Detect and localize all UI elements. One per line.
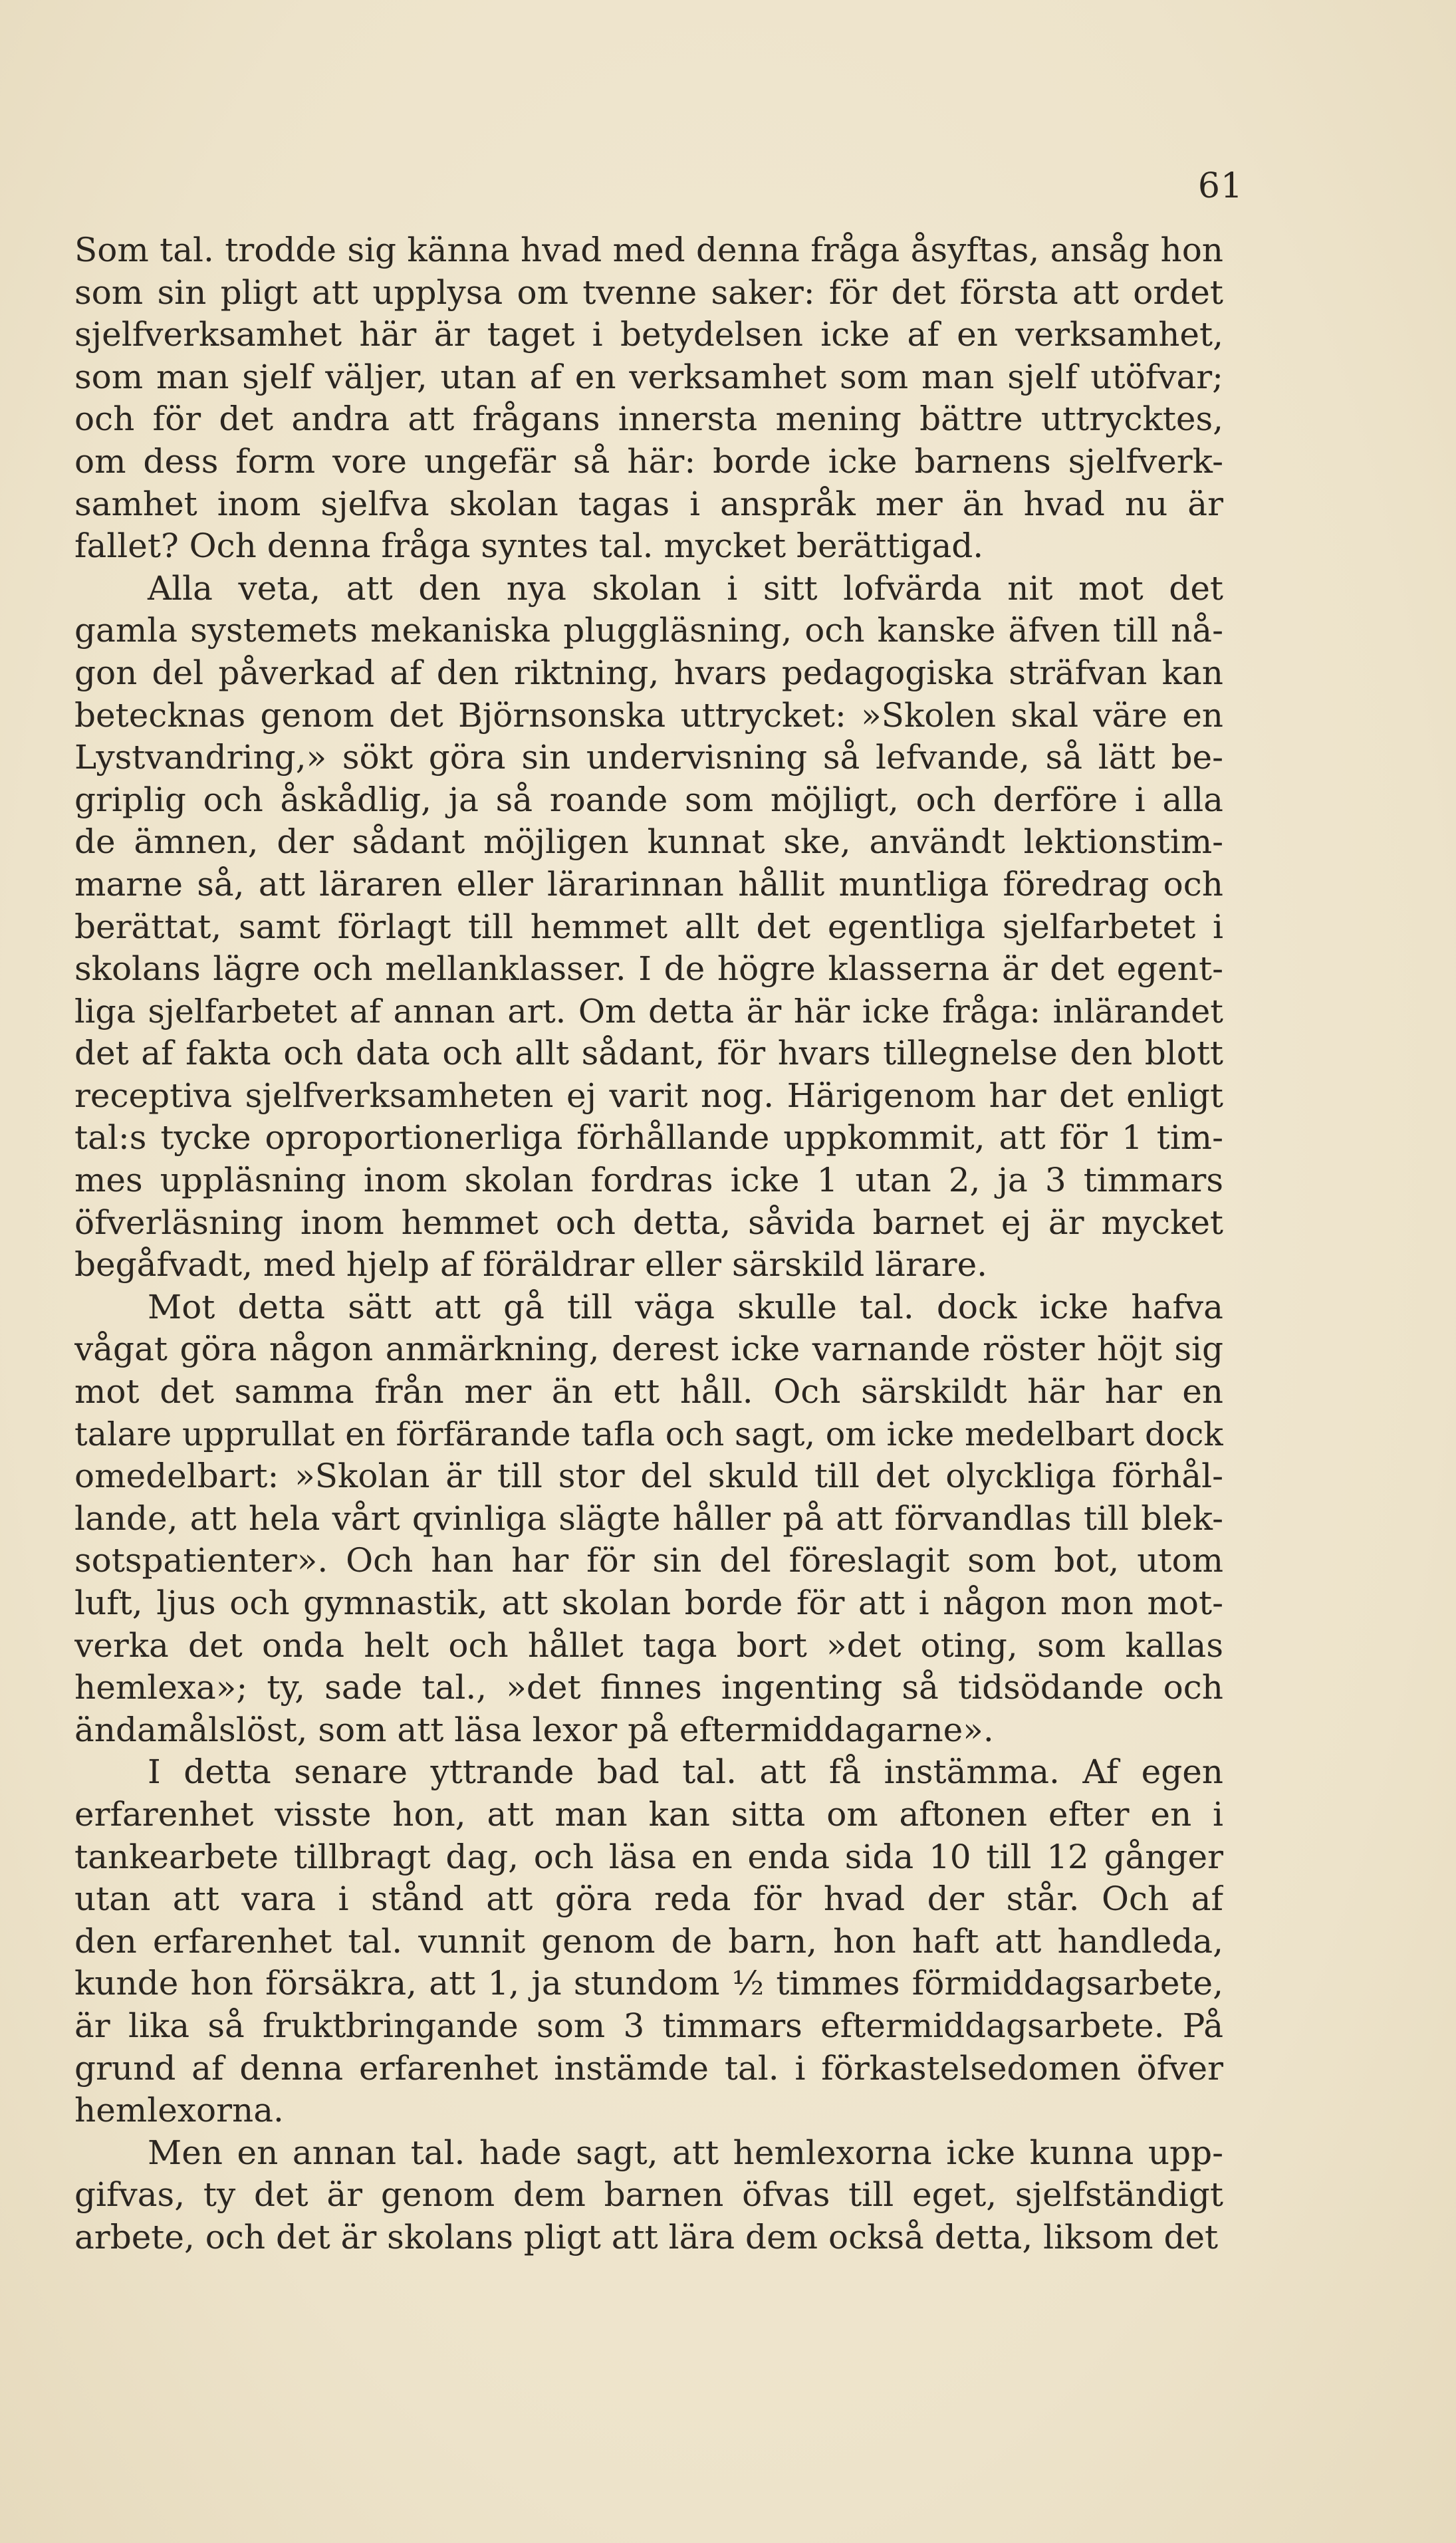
text-line: den erfarenhet tal. vunnit genom de barn, hon haft att handleda, (74, 1921, 1223, 1961)
text-line: arbete, och det är skolans pligt att lära dem också detta, liksom det (74, 2217, 1219, 2256)
text-line: sotspatienter». Och han har för sin del föreslagit som bot, utom (74, 1541, 1223, 1580)
text-line: griplig och åskådlig, ja så roande som möjligt, och derföre i alla (74, 780, 1223, 819)
text-line: mes uppläsning inom skolan fordras icke 1 utan 2, ja 3 timmars (74, 1161, 1223, 1200)
text-line: samhet inom sjelfva skolan tagas i anspråk mer än hvad nu är (74, 484, 1223, 523)
text-line: luft, ljus och gymnastik, att skolan borde för att i någon mon mot- (74, 1584, 1223, 1622)
text-line: tankearbete tillbragt dag, och läsa en enda sida 10 till 12 gånger (74, 1837, 1223, 1876)
text-line: som sin pligt att upplysa om tvenne saker: för det första att ordet (74, 273, 1223, 312)
text-line: I detta senare yttrande bad tal. att få instämma. Af egen (148, 1753, 1223, 1792)
paragraph (74, 1751, 1223, 2131)
text-line: begåfvadt, med hjelp af föräldrar eller särskild lärare. (74, 1245, 988, 1284)
text-line: skolans lägre och mellanklasser. I de högre klasserna är det egent- (74, 949, 1223, 989)
text-line: omedelbart: »Skolan är till stor del skuld till det olyckliga förhål- (74, 1457, 1223, 1496)
text-line: berättat, samt förlagt till hemmet allt det egentliga sjelfarbetet i (74, 907, 1223, 946)
text-line: det af fakta och data och allt sådant, för hvars tillegnelse den blott (74, 1034, 1223, 1073)
text-line: erfarenhet visste hon, att man kan sitta om aftonen efter en i (74, 1794, 1223, 1834)
text-line: sjelfverksamhet här är taget i betydelsen icke af en verksamhet, (74, 315, 1223, 354)
text-line: Men en annan tal. hade sagt, att hemlexorna icke kunna upp- (148, 2133, 1223, 2172)
text-line: hemlexa»; ty, sade tal., »det finnes ingenting så tidsödande och (74, 1668, 1223, 1707)
text-line: hemlexorna. (74, 2091, 284, 2130)
text-line: Mot detta sätt att gå till väga skulle tal. dock icke hafva (148, 1287, 1223, 1326)
text-line: ändamålslöst, som att läsa lexor på eftermiddagarne». (74, 1710, 994, 1749)
text-line: marne så, att läraren eller lärarinnan hållit muntliga föredrag och (74, 864, 1223, 904)
paragraph (74, 229, 1223, 568)
text-line: öfverläsning inom hemmet och detta, såvida barnet ej är mycket (74, 1203, 1223, 1242)
text-line: talare upprullat en förfärande tafla och sagt, om icke medelbart dock (74, 1415, 1223, 1453)
text-line: om dess form vore ungefär så här: borde icke barnens sjelfverk- (74, 441, 1223, 481)
text-line: tal:s tycke oproportionerliga förhållande uppkommit, att för 1 tim- (74, 1118, 1223, 1157)
text-line: fallet? Och denna fråga syntes tal. mycket berättigad. (74, 527, 984, 566)
text-line: gifvas, ty det är genom dem barnen öfvas till eget, sjelfständigt (74, 2175, 1223, 2215)
text-line: Lystvandring,» sökt göra sin undervisning så lefvande, så lätt be- (74, 738, 1223, 777)
text-line: gon del påverkad af den riktning, hvars pedagogiska sträfvan kan (74, 653, 1223, 692)
paragraph (74, 568, 1223, 1286)
body-text (74, 229, 1223, 2259)
text-line: betecknas genom det Björnsonska uttrycket: »Skolen skal väre en (74, 695, 1223, 735)
text-line: kunde hon försäkra, att 1, ja stundom ½ timmes förmiddagsarbete, (74, 1964, 1223, 2003)
text-line: de ämnen, der sådant möjligen kunnat ske, användt lektionstim- (74, 822, 1223, 862)
text-line: verka det onda helt och hållet taga bort »det oting, som kallas (74, 1626, 1223, 1665)
text-line: liga sjelfarbetet af annan art. Om detta är här icke fråga: inlärandet (74, 992, 1223, 1030)
text-line: gamla systemets mekaniska pluggläsning, och kanske äfven till nå- (74, 611, 1223, 650)
text-line: mot det samma från mer än ett håll. Och särskildt här har en (74, 1372, 1223, 1411)
text-line: utan att vara i stånd att göra reda för hvad der står. Och af (74, 1879, 1223, 1919)
text-line: vågat göra någon anmärkning, derest icke varnande röster höjt sig (74, 1330, 1223, 1369)
text-line: Som tal. trodde sig känna hvad med denna fråga åsyftas, ansåg hon (74, 231, 1223, 269)
text-line: grund af denna erfarenhet instämde tal. i förkastelsedomen öfver (74, 2048, 1223, 2088)
text-line: receptiva sjelfverksamheten ej varit nog. Härigenom har det enligt (74, 1076, 1223, 1115)
text-line: lande, att hela vårt qvinliga slägte håller på att förvandlas till blek- (74, 1499, 1223, 1538)
text-line: och för det andra att frågans innersta mening bättre uttrycktes, (74, 400, 1223, 439)
paragraph (74, 1286, 1223, 1752)
text-line: är lika så fruktbringande som 3 timmars eftermiddagsarbete. På (74, 2006, 1223, 2045)
text-line: Alla veta, att den nya skolan i sitt lofvärda nit mot det (148, 568, 1223, 608)
paragraph (74, 2132, 1223, 2259)
text-line: som man sjelf väljer, utan af en verksamhet som man sjelf utöfvar; (74, 357, 1223, 396)
page-number: 61 (1197, 166, 1243, 206)
